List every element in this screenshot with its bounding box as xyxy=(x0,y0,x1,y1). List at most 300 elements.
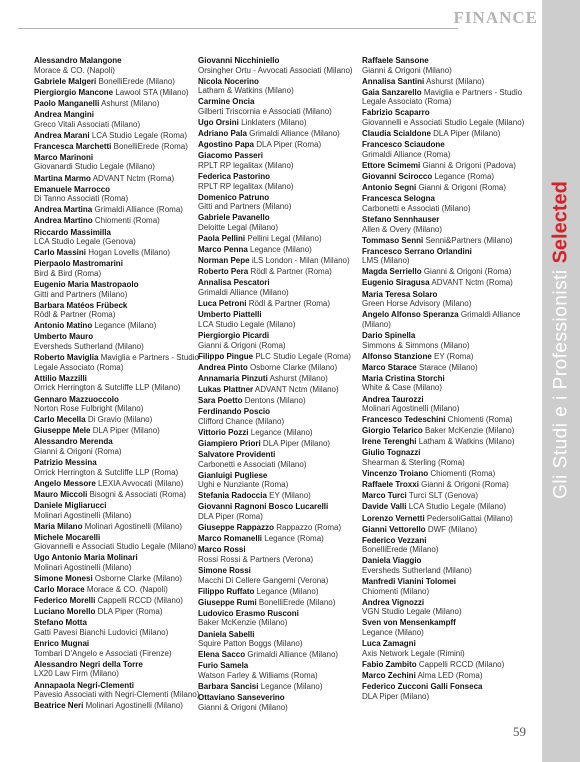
directory-entry xyxy=(198,450,370,469)
firm-name: LEXIA Avvocati (Milano) xyxy=(98,478,184,488)
header-rule xyxy=(18,28,458,29)
firm-name: Giovannelli e Associati Studio Legale (Milano) xyxy=(362,118,525,128)
professional-name: Emanuele Marrocco xyxy=(34,184,111,194)
directory-entry xyxy=(198,566,370,585)
firm-name: White & Case (Milano) xyxy=(362,383,443,393)
directory-entry xyxy=(34,639,206,658)
directory-entry xyxy=(34,607,206,617)
professional-name: Paolo Manganelli xyxy=(34,98,100,108)
firm-name: Eversheds Sutherland (Milano) xyxy=(362,566,472,575)
professional-name: Gabriele Pavanello xyxy=(198,213,270,223)
professional-name: Angelo Alfonso Speranza xyxy=(362,310,459,320)
firm-name: DWF (Milano) xyxy=(427,524,478,534)
firm-name: Grimaldi Alliance (Milano) xyxy=(198,288,289,298)
firm-name: Ashurst (Milano) xyxy=(101,98,160,108)
directory-entry xyxy=(34,681,206,700)
firm-name: Ashurst (Milano) xyxy=(269,373,328,383)
professional-name: Luca Zamagni xyxy=(362,639,416,649)
directory-entry xyxy=(198,331,370,350)
firm-name: DLA Piper (Roma) xyxy=(198,512,263,522)
professional-name: Alessandro Merenda xyxy=(34,437,113,447)
firm-name: Grimaldi Alliance (Roma) xyxy=(362,149,451,159)
directory-entry xyxy=(198,545,370,564)
firm-name: Eversheds Sutherland (Milano) xyxy=(34,342,144,352)
professional-name: Daniela Viaggio xyxy=(362,556,422,566)
firm-name: Squire Patton Boggs (Milano) xyxy=(198,639,303,649)
firm-name: Carbonetti e Associati (Milano) xyxy=(198,459,307,469)
directory-entry xyxy=(34,522,206,532)
directory-entry xyxy=(198,609,370,628)
firm-name: Rödl & Partner (Roma) xyxy=(34,310,116,320)
professional-name: Antonio Matino xyxy=(34,321,93,331)
firm-name: Legance (Milano) xyxy=(260,682,323,692)
firm-name: Grimaldi Alliance (Milano) xyxy=(362,310,521,329)
directory-entry xyxy=(362,140,534,159)
professional-name: Alfonso Stanzione xyxy=(362,351,432,361)
firm-name: Chiomenti (Milano) xyxy=(362,586,430,596)
professional-name: Enrico Mugnai xyxy=(34,639,90,649)
firm-name: Giovanardi Studio Legale (Milano) xyxy=(34,162,155,172)
professional-name: Alessandro Negri della Torre xyxy=(34,659,143,669)
directory-entry xyxy=(362,577,534,596)
directory-entry xyxy=(362,215,534,234)
side-title xyxy=(550,181,573,499)
firm-name: LX20 Law Firm (Milano) xyxy=(34,669,119,679)
professional-name: Mauro Miccoli xyxy=(34,489,88,499)
directory-entry xyxy=(362,194,534,213)
firm-name: Rödl & Partner (Roma) xyxy=(250,267,332,277)
firm-name: Giovannelli e Associati Studio Legale (Milano) xyxy=(34,542,197,552)
directory-entry xyxy=(198,129,370,139)
firm-name: RPLT RP legalitax (Milano) xyxy=(198,181,294,191)
directory-entry xyxy=(362,236,534,246)
directory-entry xyxy=(198,534,370,544)
directory-entry xyxy=(362,129,534,139)
directory-entry xyxy=(362,598,534,617)
professional-name: Davide Valli xyxy=(362,502,407,512)
firm-name: Baker McKenzie (Milano) xyxy=(424,426,515,436)
professional-name: Umberto Piattelli xyxy=(198,310,262,320)
firm-name: DLA Piper (Milano) xyxy=(433,129,501,139)
directory-entry xyxy=(34,280,206,299)
firm-name: Legance (Milano) xyxy=(250,427,313,437)
directory-entry xyxy=(34,153,206,172)
firm-name: Rödl & Partner (Roma) xyxy=(248,299,331,309)
directory-entry xyxy=(34,185,206,204)
directory-entry xyxy=(34,426,206,436)
directory-entry xyxy=(362,671,534,681)
firm-name: Gianni & Origoni (Roma) xyxy=(423,267,512,277)
firm-name: Cappelli RCCD (Milano) xyxy=(418,659,505,669)
directory-entry xyxy=(362,352,534,362)
professional-name: Marco Starace xyxy=(362,362,417,372)
directory-entry xyxy=(362,502,534,512)
directory-entry xyxy=(34,142,206,152)
firm-name: Macchi Di Cellere Gangemi (Verona) xyxy=(198,575,329,585)
firm-name: Allen & Overy (Milano) xyxy=(362,224,443,234)
directory-entry xyxy=(34,585,206,595)
directory-entry xyxy=(34,374,206,393)
professional-name: Salvatore Providenti xyxy=(198,449,276,459)
directory-entry xyxy=(198,682,370,692)
firm-name: LCA Studio Legale (Milano) xyxy=(408,502,507,512)
professional-name: Maria Milano xyxy=(34,521,83,531)
firm-name: Pellini Legal (Milano) xyxy=(247,234,322,244)
directory-entry xyxy=(34,437,206,456)
firm-name: Legance (Milano) xyxy=(256,586,319,596)
page-number: 59 xyxy=(513,724,526,739)
firm-name: Orrick Herrington & Sutcliffe LLP (Milano) xyxy=(34,383,181,393)
professional-name: Umberto Mauro xyxy=(34,332,94,342)
firm-name: Gilberti Triscornia e Associati (Milano) xyxy=(198,106,332,116)
side-title-accent: Selected xyxy=(549,181,572,264)
directory-entry xyxy=(198,56,370,75)
directory-entry xyxy=(362,618,534,637)
directory-entry xyxy=(362,660,534,670)
professional-name: Andrea Martino xyxy=(34,216,93,226)
professional-name: Maria Teresa Solaro xyxy=(362,289,438,299)
directory-entry xyxy=(362,556,534,575)
directory-entry xyxy=(362,437,534,447)
firm-name: DLA Piper (Roma) xyxy=(97,607,163,617)
firm-name: Rossi Rossi & Partners (Verona) xyxy=(198,554,314,564)
directory-entry xyxy=(34,110,206,129)
directory-entry xyxy=(198,299,370,309)
professional-name: Annalisa Pescatori xyxy=(198,278,270,288)
professional-name: Giuseppe Rumi xyxy=(198,597,257,607)
professional-name: Federico Vezzani xyxy=(362,535,427,545)
firm-name: Norton Rose Fulbright (Milano) xyxy=(34,404,144,414)
directory-entry xyxy=(198,374,370,384)
professional-name: Marco Romanelli xyxy=(198,534,263,544)
directory-entry xyxy=(198,407,370,426)
directory-entry xyxy=(198,523,370,533)
firm-name: EY (Milano) xyxy=(269,491,311,501)
directory-entry xyxy=(34,131,206,141)
directory-entry xyxy=(198,193,370,212)
directory-entry xyxy=(34,490,206,500)
professional-name: Nicola Nocerino xyxy=(198,76,259,86)
professional-name: Furio Samela xyxy=(198,661,249,671)
firm-name: Cappelli RCCD (Milano) xyxy=(97,596,183,606)
firm-name: Molinari Agostinelli (Milano) xyxy=(34,563,132,572)
firm-name: Legance (Roma) xyxy=(264,534,324,544)
professional-name: Andrea Pinto xyxy=(198,362,248,372)
firm-name: Starace (Milano) xyxy=(418,362,478,372)
directory-entry xyxy=(362,374,534,393)
professional-name: Federica Pastorino xyxy=(198,172,271,182)
professional-name: Eugenio Maria Mastropaolo xyxy=(34,279,139,289)
directory-entry xyxy=(34,205,206,215)
professional-name: Filippo Ruffato xyxy=(198,586,255,596)
professional-name: Fabrizio Scaparro xyxy=(362,108,430,118)
firm-name: Linklaters (Milano) xyxy=(241,118,307,128)
professional-name: Norman Pepe xyxy=(198,256,250,266)
professional-name: Vincenzo Troiano xyxy=(362,469,429,479)
firm-name: Gianni & Origoni (Milano) xyxy=(198,702,288,712)
directory-entry xyxy=(362,247,534,266)
directory-entry xyxy=(198,77,370,96)
firm-name: DLA Piper (Milano) xyxy=(262,438,331,448)
directory-entry xyxy=(198,587,370,597)
professional-name: Gianni Vettorello xyxy=(362,524,426,534)
professional-name: Ludovico Erasmo Rusconi xyxy=(198,608,299,618)
professional-name: Elena Sacco xyxy=(198,650,246,660)
professional-name: Roberto Maviglia xyxy=(34,353,99,363)
directory-entry xyxy=(362,536,534,555)
firm-name: Hogan Lovells (Milano) xyxy=(88,248,171,258)
firm-name: Morace & CO. (Napoli) xyxy=(34,65,115,75)
firm-name: Tombari D'Angelo e Associati (Firenze) xyxy=(34,648,172,658)
firm-name: Orsingher Ortu - Avvocati Associati (Milano) xyxy=(198,65,353,75)
firm-name: Simmons & Simmons (Milano) xyxy=(362,340,470,350)
directory-entry xyxy=(198,267,370,277)
firm-name: Carbonetti e Associati (Milano) xyxy=(362,203,471,213)
professional-name: Stefania Radoccia xyxy=(198,491,267,501)
directory-entry xyxy=(34,458,206,477)
firm-name: Gitti and Partners (Milano) xyxy=(34,289,128,299)
firm-name: iLS London - Milan (Milano) xyxy=(251,256,350,266)
professional-name: Federico Zucconi Galli Fonseca xyxy=(362,682,483,692)
firm-name: LCA Studio Legale (Genova) xyxy=(34,237,136,247)
firm-name: Legance (Roma) xyxy=(434,172,495,182)
firm-name: Chiomenti (Roma) xyxy=(447,415,513,425)
firm-name: Bisogni & Associati (Roma) xyxy=(89,489,187,499)
directory-entry xyxy=(34,533,206,552)
firm-name: BonelliErede (Milano) xyxy=(362,545,439,555)
professional-name: Sara Poetto xyxy=(198,396,243,405)
firm-name: Molinari Agostinelli (Milano) xyxy=(362,404,460,414)
firm-name: Legance (Milano) xyxy=(362,628,424,638)
firm-name: LCA Studio Legale (Roma) xyxy=(91,130,187,140)
firm-name: Maviglia e Partners - Studio Legale Associato (Roma) xyxy=(34,353,199,372)
directory-entry xyxy=(34,353,206,372)
directory-entry xyxy=(34,77,206,87)
firm-name: ADVANT Nctm (Roma) xyxy=(92,173,175,183)
firm-name: EY (Roma) xyxy=(434,351,474,361)
directory-entry xyxy=(362,161,534,171)
directory-entry xyxy=(198,502,370,521)
professional-name: Giacomo Passeri xyxy=(198,151,263,161)
firm-name: Pavesio Associati with Negri-Clementi (Milano) xyxy=(34,690,200,700)
professional-name: Annapaola Negri-Clementi xyxy=(34,680,135,690)
professional-name: Claudia Scialdone xyxy=(362,129,431,139)
directory-entry xyxy=(198,439,370,449)
firm-name: Grimaldi Alliance (Roma) xyxy=(94,205,183,215)
professional-name: Ettore Scimemi xyxy=(362,160,421,170)
professional-name: Marco Turci xyxy=(362,491,407,501)
directory-entry xyxy=(362,278,534,288)
professional-name: Maria Cristina Storchi xyxy=(362,373,445,383)
directory-entry xyxy=(34,99,206,109)
directory-entry xyxy=(34,248,206,258)
professional-name: Annamaria Pinzuti xyxy=(198,373,268,383)
directory-entry xyxy=(362,514,534,524)
firm-name: PLC Studio Legale (Roma) xyxy=(255,351,351,361)
professional-name: Angelo Messore xyxy=(34,478,96,488)
professional-name: Carlo Massini xyxy=(34,248,87,258)
professional-name: Luciano Morello xyxy=(34,607,96,617)
professional-name: Francesco Sciaudone xyxy=(362,140,445,150)
professional-name: Daniele Migliarucci xyxy=(34,500,107,510)
professional-name: Piergiorgio Picardi xyxy=(198,330,270,340)
directory-entry xyxy=(198,661,370,680)
firm-name: Gianni & Origoni (Milano) xyxy=(362,65,452,75)
directory-entry xyxy=(34,479,206,489)
directory-entry xyxy=(362,448,534,467)
directory-entry xyxy=(198,140,370,150)
directory-entry xyxy=(198,471,370,490)
directory-entry xyxy=(362,88,534,107)
professional-name: Giorgio Telarico xyxy=(362,426,423,436)
firm-name: Turci SLT (Genova) xyxy=(408,491,479,501)
directory-entry xyxy=(198,213,370,232)
professional-name: Patrizio Messina xyxy=(34,458,97,468)
professional-name: Barbara Sancisi xyxy=(198,682,259,692)
directory-entry xyxy=(198,151,370,170)
professional-name: Agostino Papa xyxy=(198,140,255,150)
directory-entry xyxy=(34,228,206,247)
firm-name: Ughi e Nunziante (Roma) xyxy=(198,480,289,490)
professional-name: Paola Pellini xyxy=(198,234,246,244)
directory-entry xyxy=(34,660,206,679)
professional-name: Annalisa Santini xyxy=(362,76,425,86)
firm-name: Legance (Milano) xyxy=(94,321,157,331)
firm-name: VGN Studio Legale (Milano) xyxy=(362,607,462,617)
professional-name: Piergiorgio Mancone xyxy=(34,87,114,97)
directory-entry xyxy=(362,395,534,414)
directory-entry xyxy=(34,88,206,98)
firm-name: Deloitte Legal (Milano) xyxy=(198,223,279,232)
firm-name: Alma LED (Roma) xyxy=(417,670,483,680)
firm-name: BonelliErede (Milano) xyxy=(98,76,175,86)
directory-entry xyxy=(34,415,206,425)
professional-name: Francesco Serrano Orlandini xyxy=(362,246,472,256)
directory-entry xyxy=(362,491,534,501)
firm-name: DLA Piper (Milano) xyxy=(362,691,430,701)
directory-entry xyxy=(362,639,534,658)
section-title: FINANCE xyxy=(453,8,538,27)
firm-name: PedersoliGattai (Milano) xyxy=(426,513,513,523)
directory-entry xyxy=(362,363,534,373)
professional-name: Filippo Pingue xyxy=(198,351,254,361)
professional-name: Sven von Mensenkampff xyxy=(362,618,456,628)
professional-name: Domenico Patruno xyxy=(198,192,270,202)
professional-name: Luca Petroni xyxy=(198,299,247,309)
firm-name: Gianni & Origoni (Roma) xyxy=(34,446,122,456)
directory-entry xyxy=(34,56,206,75)
firm-name: Di Tanno Associati (Roma) xyxy=(34,194,129,204)
firm-name: Lawool STA (Milano) xyxy=(115,87,189,97)
directory-entry xyxy=(34,321,206,331)
directory-entry xyxy=(362,331,534,350)
firm-name: Orrick Herrington & Sutcliffe LLP (Roma) xyxy=(34,467,179,477)
professional-name: Stefano Motta xyxy=(34,618,87,628)
directory-entry xyxy=(198,256,370,266)
firm-name: Baker McKenzie (Milano) xyxy=(198,618,288,628)
directory-entry xyxy=(34,332,206,351)
professional-name: Attilio Mazzilli xyxy=(34,373,87,383)
firm-name: RPLT RP legalitax (Milano) xyxy=(198,160,294,170)
professional-name: Giovanni Nicchiniello xyxy=(198,56,280,65)
firm-name: Shearman & Sterling (Roma) xyxy=(362,458,465,468)
professional-name: Giovanni Scirocco xyxy=(362,172,433,182)
directory-entry xyxy=(34,174,206,184)
professional-name: Simone Monesi xyxy=(34,574,93,584)
professional-name: Lukas Plattner xyxy=(198,384,254,394)
directory-entry xyxy=(362,267,534,277)
professional-name: Daniela Sabelli xyxy=(198,629,255,639)
firm-name: DLA Piper (Milano) xyxy=(92,426,160,436)
firm-name: Gatti Pavesi Bianchi Ludovici (Milano) xyxy=(34,628,169,638)
professional-name: Fabio Zambito xyxy=(362,659,417,669)
directory-entry xyxy=(34,701,206,711)
professional-name: Ottaviano Sanseverino xyxy=(198,693,285,703)
directory-entry xyxy=(198,650,370,660)
professional-name: Adriano Pala xyxy=(198,129,247,139)
firm-name: Dentons (Milano) xyxy=(244,396,306,405)
firm-name: Maviglia e Partners - Studio Legale Associato (Roma) xyxy=(362,87,523,107)
professional-name: Magda Serriello xyxy=(362,267,422,277)
firm-name: Gianni & Origoni (Roma) xyxy=(198,340,286,350)
firm-name: Latham & Watkins (Milano) xyxy=(418,437,515,447)
professional-name: Andrea Vignozzi xyxy=(362,597,425,607)
directory-entry xyxy=(362,415,534,425)
professional-name: Eugenio Siragusa xyxy=(362,278,430,288)
directory-entry xyxy=(362,172,534,182)
directory-entry xyxy=(198,363,370,373)
firm-name: Molinari Agostinelli (Milano) xyxy=(84,521,183,531)
firm-name: BonelliErede (Roma) xyxy=(113,141,188,151)
side-band xyxy=(542,0,580,762)
firm-name: Legance (Milano) xyxy=(250,245,312,255)
professional-name: Michele Mocarelli xyxy=(34,532,101,542)
firm-name: Green Horse Advisory (Milano) xyxy=(362,299,472,309)
professional-name: Giulio Tognazzi xyxy=(362,448,421,458)
firm-name: Morace & CO. (Napoli) xyxy=(86,585,168,595)
firm-name: Gianni & Origoni (Roma) xyxy=(418,183,507,193)
directory-entry xyxy=(362,525,534,535)
professional-name: Raffaele Sansone xyxy=(362,56,429,65)
professional-name: Giampiero Priori xyxy=(198,438,261,448)
directory-entry xyxy=(362,56,534,75)
directory-entry xyxy=(198,385,370,395)
professional-name: Raffaele Troxxi xyxy=(362,480,419,490)
professional-name: Francesca Marchetti xyxy=(34,141,112,151)
directory-entry xyxy=(362,77,534,87)
directory-entry xyxy=(34,501,206,520)
directory-entry xyxy=(362,310,534,329)
directory-entry xyxy=(362,682,534,701)
firm-name: Gianni & Origoni (Padova) xyxy=(422,160,516,170)
professional-name: Giuseppe Mele xyxy=(34,426,91,436)
professional-name: Beatrice Neri xyxy=(34,701,84,711)
firm-name: Osborne Clarke (Milano) xyxy=(94,574,183,584)
directory-entry xyxy=(198,630,370,649)
directory-entry xyxy=(34,395,206,414)
directory-entry xyxy=(198,428,370,438)
directory-entry xyxy=(362,480,534,490)
directory-entry xyxy=(198,245,370,255)
firm-name: BonelliErede (Milano) xyxy=(258,597,336,607)
directory-columns xyxy=(34,56,534,726)
side-title-main: Gli Studi e i Professionisti xyxy=(550,269,572,499)
professional-name: Simone Rossi xyxy=(198,566,251,575)
directory-entry xyxy=(362,290,534,309)
firm-name: Gitti and Partners (Milano) xyxy=(198,202,292,212)
professional-name: Martina Marmo xyxy=(34,173,91,183)
directory-entry xyxy=(362,108,534,127)
